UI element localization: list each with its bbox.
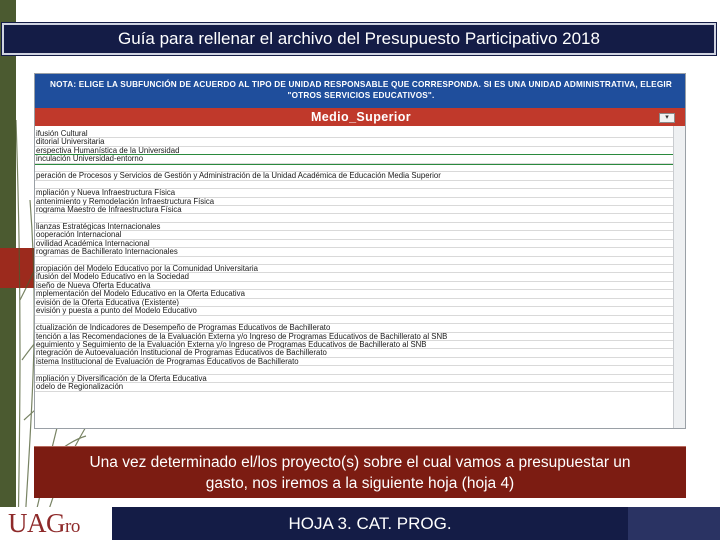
sheet-row[interactable]: erspectiva Humanística de la Universidad: [35, 147, 686, 155]
sheet-row[interactable]: odelo de Regionalización: [35, 383, 686, 391]
sheet-row: [35, 214, 686, 222]
sheet-scrollbar[interactable]: [673, 126, 685, 429]
spreadsheet-screenshot: [34, 73, 686, 429]
sheet-row[interactable]: propiación del Modelo Educativo por la Comunidad Universitaria: [35, 265, 686, 273]
page-title: Guía para rellenar el archivo del Presupuesto Participativo 2018: [118, 29, 600, 48]
sheet-row: [35, 164, 686, 172]
footer-end-block: [628, 507, 720, 540]
footer-logo: [0, 507, 112, 540]
sheet-row[interactable]: mplementación del Modelo Educativo en la Oferta Educativa: [35, 290, 686, 298]
sheet-row[interactable]: ovilidad Académica Internacional: [35, 240, 686, 248]
sheet-row[interactable]: rograma Maestro de Infraestructura Física: [35, 206, 686, 214]
sheet-row[interactable]: istema Institucional de Evaluación de Programas Educativos de Bachillerato: [35, 358, 686, 366]
sheet-row[interactable]: tención a las Recomendaciones de la Evaluación Externa y/o Ingreso de Programas Educativos de Bachillerato al SNB: [35, 333, 686, 341]
sheet-row[interactable]: evisión de la Oferta Educativa (Existente): [35, 299, 686, 307]
sheet-row: [35, 257, 686, 265]
dropdown-arrow-icon[interactable]: ▾: [659, 113, 675, 123]
sheet-row[interactable]: ooperación Internacional: [35, 231, 686, 239]
sheet-row[interactable]: lianzas Estratégicas Internacionales: [35, 223, 686, 231]
sheet-row[interactable]: mpliación y Nueva Infraestructura Física: [35, 189, 686, 197]
sheet-row[interactable]: mpliación y Diversificación de la Oferta Educativa: [35, 375, 686, 383]
sheet-row[interactable]: ntegración de Autoevaluación Institucional de Programas Educativos de Bachillerato: [35, 349, 686, 357]
sheet-row[interactable]: antenimiento y Remodelación Infraestructura Física: [35, 198, 686, 206]
footer-label-text: HOJA 3. CAT. PROG.: [288, 513, 452, 533]
sheet-header[interactable]: [35, 108, 686, 126]
sheet-row[interactable]: rogramas de Bachillerato Internacionales: [35, 248, 686, 256]
sheet-row[interactable]: ifusión Cultural: [35, 130, 686, 138]
sheet-row: [35, 316, 686, 324]
sheet-row[interactable]: eguimiento y Seguimiento de la Evaluación Externa y/o Ingreso de Programas Educativos de Bachillerato al SNB: [35, 341, 686, 349]
sheet-row[interactable]: ctualización de Indicadores de Desempeño de Programas Educativos de Bachillerato: [35, 324, 686, 332]
title-bar: [2, 23, 716, 55]
sheet-row: [35, 366, 686, 374]
sheet-row: [35, 181, 686, 189]
sheet-row[interactable]: evisión y puesta a punto del Modelo Educativo: [35, 307, 686, 315]
sheet-note: NOTA: ELIGE LA SUBFUNCIÓN DE ACUERDO AL TIPO DE UNIDAD RESPONSABLE QUE CORRESPONDA. SI ES UNA UNIDAD ADMINISTRATIVA, ELEGIR "OTROS SERVICIOS EDUCATIVOS".: [35, 74, 686, 108]
sheet-row[interactable]: iseño de Nueva Oferta Educativa: [35, 282, 686, 290]
subfunction-list: [35, 130, 686, 392]
instruction-caption: [34, 446, 686, 498]
sheet-row[interactable]: peración de Procesos y Servicios de Gestión y Administración de la Unidad Académica de Educación Media Superior: [35, 172, 686, 180]
caption-text: Una vez determinado el/los proyecto(s) sobre el cual vamos a presupuestar un gasto, nos iremos a la siguiente hoja (hoja 4): [89, 453, 631, 492]
sheet-row[interactable]: inculación Universidad-entorno: [35, 155, 686, 163]
footer-label: [114, 507, 626, 540]
uag-logo: UAGro: [8, 508, 80, 538]
sheet-row[interactable]: ditorial Universitaria: [35, 138, 686, 146]
sheet-row[interactable]: ifusión del Modelo Educativo en la Sociedad: [35, 273, 686, 281]
sheet-header-label: Medio_Superior: [310, 110, 412, 124]
